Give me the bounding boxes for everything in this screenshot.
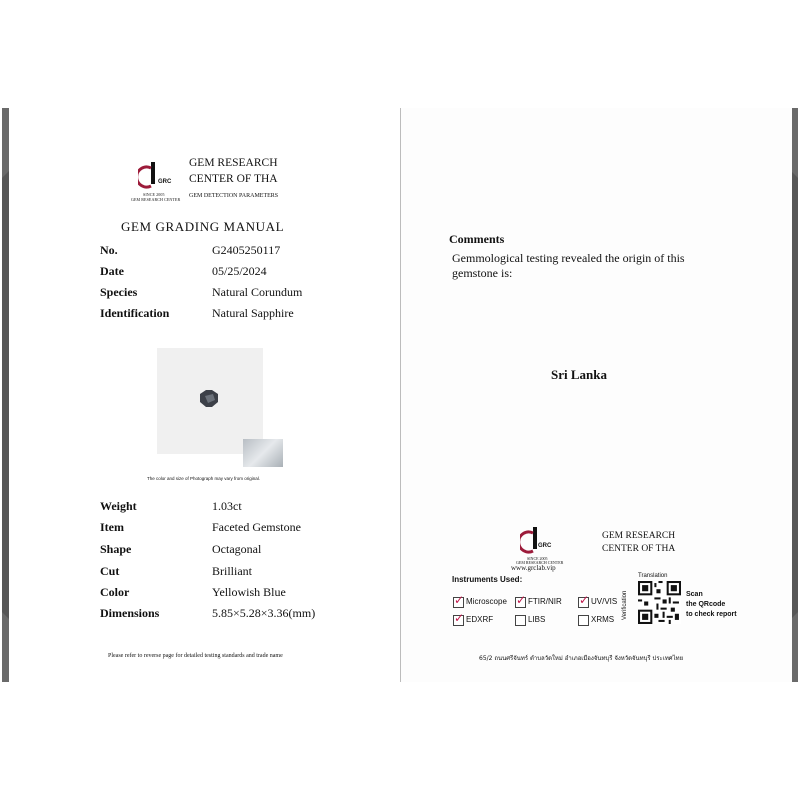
check-icon: ✓ bbox=[454, 593, 465, 607]
xrms-label: XRMS bbox=[591, 615, 615, 624]
libs-label: LIBS bbox=[528, 615, 546, 624]
translation-label: Translation bbox=[638, 573, 668, 579]
ftir-nir-label: FTIR/NIR bbox=[528, 597, 562, 606]
logo-mark-text: GRC bbox=[158, 179, 172, 185]
field-value-shape: Octagonal bbox=[212, 542, 262, 556]
field-label-dimensions: Dimensions bbox=[100, 606, 160, 620]
comments-heading: Comments bbox=[449, 232, 505, 246]
uv-vis-label: UV/VIS bbox=[591, 597, 618, 606]
website: www.grclab.vip bbox=[511, 564, 556, 572]
field-label-date: Date bbox=[100, 264, 124, 278]
xrms-checkbox[interactable] bbox=[578, 615, 589, 626]
logo-since-right: SINCE 2005 bbox=[527, 556, 548, 561]
comments-line2: gemstone is: bbox=[452, 266, 513, 280]
photo-caption: The color and size of Photograph may vary from original. bbox=[147, 476, 261, 481]
lab-name-line1: GEM RESEARCH bbox=[189, 157, 278, 169]
footer-note: Please refer to reverse page for detailed testing standards and trade name bbox=[108, 653, 283, 659]
microscope-checkbox[interactable] bbox=[453, 593, 465, 608]
logo-sub: GEM RESEARCH CENTER bbox=[131, 197, 181, 202]
field-label-weight: Weight bbox=[100, 499, 137, 513]
logo-sub-right: GEM RESEARCH CENTER bbox=[516, 560, 564, 565]
field-label-no: No. bbox=[100, 243, 118, 257]
field-label-identification: Identification bbox=[100, 306, 170, 320]
scan-line1: Scan bbox=[686, 591, 703, 598]
uv-vis-checkbox[interactable] bbox=[578, 593, 590, 608]
field-value-color: Yellowish Blue bbox=[212, 585, 286, 599]
libs-checkbox[interactable] bbox=[515, 615, 526, 626]
field-value-dimensions: 5.85×5.28×3.36(mm) bbox=[212, 606, 316, 620]
field-value-cut: Brilliant bbox=[212, 564, 252, 578]
field-value-date: 05/25/2024 bbox=[212, 264, 267, 278]
scan-line2: the QRcode bbox=[686, 601, 726, 608]
lab-address: 65/2 ถนนศรีจันทร์ ตำบลวัดใหม่ อำเภอเมืองจันทบุรี จังหวัดจันทบุรี ประเทศไทย bbox=[479, 655, 684, 662]
ftir-nir-checkbox[interactable] bbox=[515, 593, 527, 608]
check-icon: ✓ bbox=[454, 611, 465, 625]
edxrf-checkbox[interactable] bbox=[453, 611, 465, 626]
field-label-color: Color bbox=[100, 585, 130, 599]
qr-code-icon[interactable] bbox=[638, 581, 681, 624]
field-label-cut: Cut bbox=[100, 564, 120, 578]
manual-title: GEM GRADING MANUAL bbox=[121, 219, 285, 234]
edxrf-label: EDXRF bbox=[466, 615, 494, 624]
scan-line3: to check report bbox=[686, 611, 737, 618]
field-value-weight: 1.03ct bbox=[212, 499, 242, 513]
field-value-species: Natural Corundum bbox=[212, 285, 303, 299]
logo-since: SINCE 2005 bbox=[143, 192, 165, 197]
hologram-sticker bbox=[243, 439, 283, 467]
grc-logo-icon-right bbox=[520, 525, 556, 559]
grc-logo-icon bbox=[138, 160, 174, 194]
field-label-item: Item bbox=[100, 520, 124, 534]
logo-mark-text-right: GRC bbox=[538, 543, 552, 549]
comments-line1: Gemmological testing revealed the origin of this bbox=[452, 251, 685, 265]
field-value-identification: Natural Sapphire bbox=[212, 306, 294, 320]
field-value-item: Faceted Gemstone bbox=[212, 520, 301, 534]
lab-name-line2: CENTER OF THA bbox=[189, 173, 278, 185]
field-label-shape: Shape bbox=[100, 542, 132, 556]
microscope-label: Microscope bbox=[466, 597, 507, 606]
instruments-heading: Instruments Used: bbox=[452, 575, 523, 584]
verification-label: Verification bbox=[622, 590, 628, 620]
scan-instructions bbox=[686, 590, 737, 620]
check-icon: ✓ bbox=[579, 593, 590, 607]
field-label-species: Species bbox=[100, 285, 138, 299]
right-lab-name-line2: CENTER OF THA bbox=[602, 544, 676, 554]
field-value-no: G2405250117 bbox=[212, 243, 281, 257]
right-lab-name-line1: GEM RESEARCH bbox=[602, 531, 676, 541]
check-icon: ✓ bbox=[516, 593, 527, 607]
origin-value: Sri Lanka bbox=[551, 367, 607, 382]
lab-tagline: GEM DETECTION PARAMETERS bbox=[189, 193, 279, 199]
